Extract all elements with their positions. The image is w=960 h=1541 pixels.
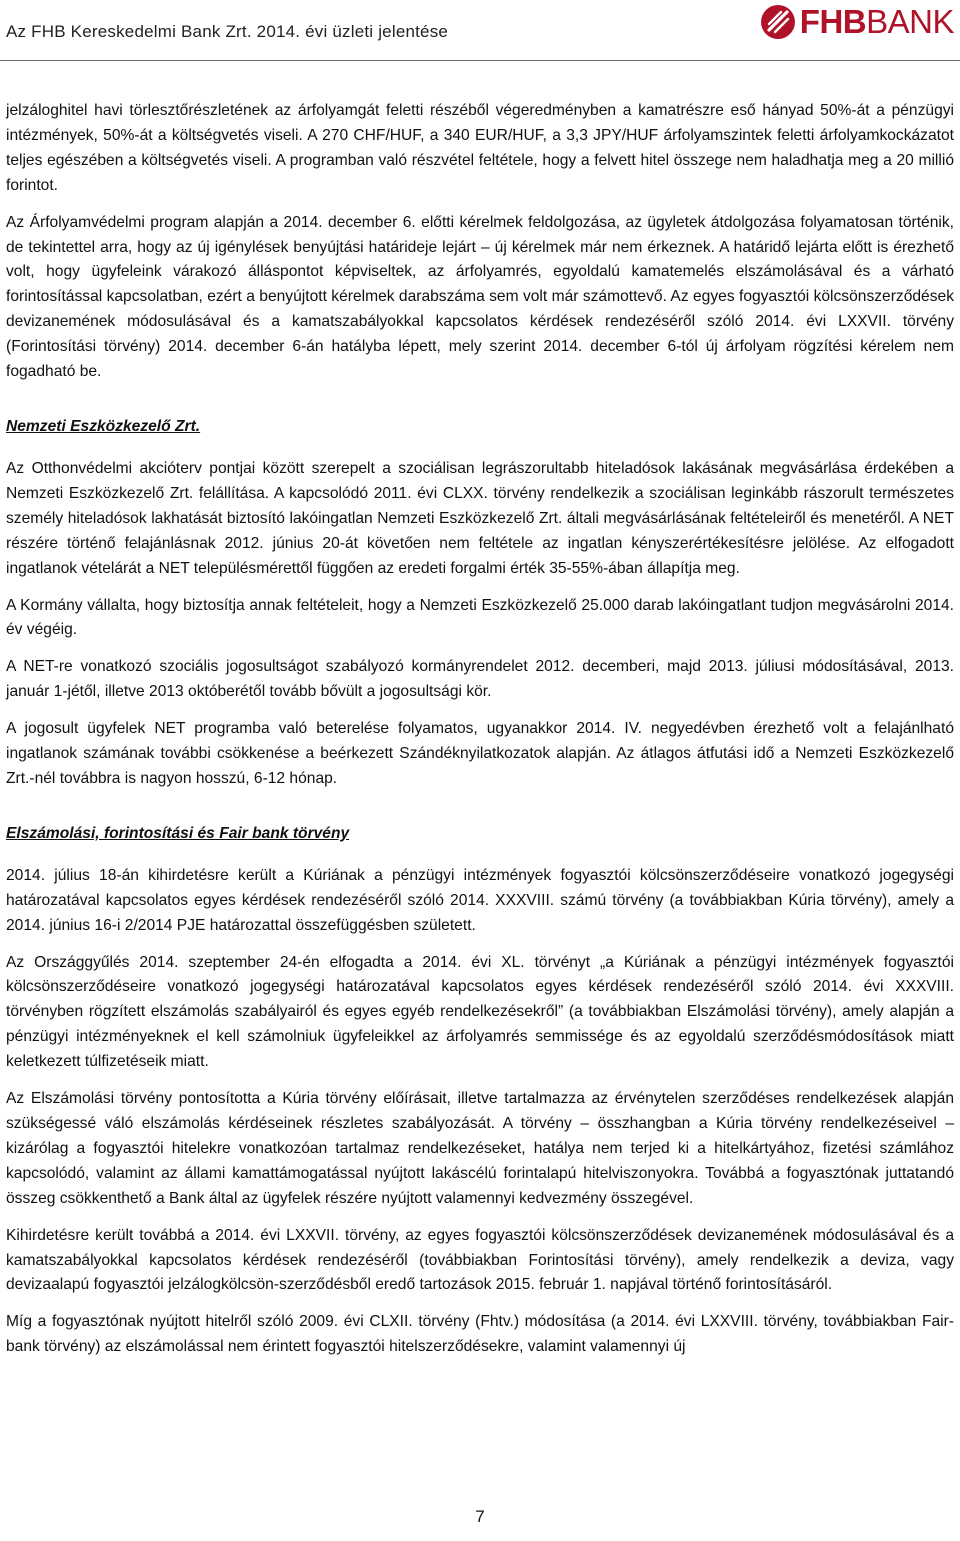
paragraph-kuria-torveny: 2014. július 18-án kihirdetésre került a Kúriának a pénzügyi intézmények fogyasztói kölcsönszerződéseire vonatkozó jogegységi határozatával kapcsolatos egyes kérdések rendezéséről szóló 2014. XXXVIII. számú törvény (a továbbiakban Kúria törvény), amely a 2014. június 16-i 2/2014 PJE határozattal összefüggésben született. [6,866,954,934]
report-title: Az FHB Kereskedelmi Bank Zrt. 2014. évi üzleti jelentése [6,22,449,41]
paragraph-jogosult-ugyfelek: A jogosult ügyfelek NET programba való beterelése folyamatos, ugyanakkor 2014. IV. negyedévben érezhető volt a felajánlható ingatlanok számának további csökkenése a beérkezett Szándéknyilatkozatok alapján. Az átlagos átfutási idő a Nemzeti Eszközkezelő Zrt.-nél továbbra is nagyon hosszú, 6-12 hónap. [6,720,954,787]
logo-wordmark-regular: BANK [866,3,954,40]
paragraph-arfolyamvedelmi-program: Az Árfolyamvédelmi program alapján a 2014. december 6. előtti kérelmek feldolgozása, az ügyletek átdolgozása folyamatosan történik, de tekintettel arra, hogy az új igénylések benyújtási határideje lejárt – új kérelmek már nem érkeznek. A határidő lejárta előtt is érezhető volt, hogy ügyfeleink várakozó álláspontot képviseltek, az árfolyamrés, egyoldalú kamatemelés elszámolásával és a várható forintosítással kapcsolatban, ezért a benyújtott kérelmek darabszáma sem volt már számottevő. Az egyes fogyasztói kölcsönszerződések devizanemének módosulásával és a kamatszabályokkal kapcsolatos kérdések rendezéséről szóló 2014. évi LXXVII. törvény (Forintosítási törvény) 2014. december 6-án hatályba lépett, mely szerint 2014. december 6-tól új árfolyam rögzítési kérelem nem fogadható be. [6,213,954,381]
paragraph-net-jogosultsag: A NET-re vonatkozó szociális jogosultságot szabályozó kormányrendelet 2012. decemberi, majd 2013. júliusi módosításával, 2013. január 1-jétől, illetve 2013 októberétől tovább bővült a jogosultsági kör. [6,658,954,701]
paragraph-fair-bank: Míg a fogyasztónak nyújtott hitelről szóló 2009. évi CLXII. törvény (Fhtv.) módosítása (a 2014. évi LXXVIII. törvény, továbbiakban Fair-bank törvény) az elszámolással nem érintett fogyasztói hitelszerződésekre, valamint valamennyi új [6,1313,954,1356]
page-header [0,0,960,62]
logo-wordmark-bold: FHB [799,3,867,40]
fhb-bank-logo [760,4,954,40]
header-divider [0,60,960,61]
document-body [6,99,954,1372]
paragraph-arfolyamgat: jelzáloghitel havi törlesztőrészletének az árfolyamgát feletti részéből végeredményben a kamatrészre eső hányad 50%-át a pénzügyi intézmények, 50%-át a költségvetés viseli. A 270 CHF/HUF, a 340 EUR/HUF, a 3,3 JPY/HUF árfolyamszintek feletti árfolyamkockázatot teljes egészében a költségvetés viseli. A programban való részvétel feltétele, hogy a felvett hitel összege nem haladhatja meg a 20 millió forintot. [6,102,954,194]
paragraph-kormany: A Kormány vállalta, hogy biztosítja annak feltételeit, hogy a Nemzeti Eszközkezelő 25.000 darab lakóingatlant tudjon megvásárolni 2014. év végéig. [6,596,954,639]
paragraph-elszamolasi-torveny: Az Elszámolási törvény pontosította a Kúria törvény előírásait, illetve tartalmazza az érvénytelen szerződéses rendelkezések alapján szükségessé váló elszámolás kérdéseinek részletes szabályozását. A törvény – összhangban a Kúria törvény rendelkezéseivel – kizárólag a fogyasztói hitelekre vonatkozóan tartalmaz rendelkezéseket, hatálya nem terjed ki a hitelkártyához, fizetési számlához kapcsolódó, valamint az állami kamattámogatással nyújtott lakáscélú forintalapú hitelviszonyokra. Továbbá a fogyasztónak juttatandó összeg csökkenthető a Bank által az ügyfelek részére nyújtott valamennyi kedvezmény összegével. [6,1090,954,1207]
section-heading-elszamolasi: Elszámolási, forintosítási és Fair bank törvény [6,824,350,842]
page-number: 7 [475,1507,485,1526]
paragraph-otthonvedelmi: Az Otthonvédelmi akcióterv pontjai között szerepelt a szociálisan legrászorultabb hiteladósok lakásának megvásárlása érdekében a Nemzeti Eszközkezelő Zrt. felállítása. A kapcsolódó 2011. évi CLXX. törvény rendelkezik a szociálisan leginkább rászorult természetes személy hiteladósok lakhatását biztosító lakóingatlan Nemzeti Eszközkezelő Zrt. általi megvásárlásának feltételeiről és menetéről. A NET részére történő felajánlásnak 2012. június 20-át követően nem feltétele az ingatlan kényszerértékesítésre jelölése. Az elfogadott ingatlanok vételárát a NET településmérettől függően az eredeti forgalmi érték 35-55%-ában állapítja meg. [6,459,954,577]
paragraph-orszaggyules: Az Országgyűlés 2014. szeptember 24-én elfogadta a 2014. évi XL. törvényt „a Kúriának a pénzügyi intézmények fogyasztói kölcsönszerződéseire vonatkozó jogegységi határozatával kapcsolatos egyes kérdések rendezéséről szóló 2014. évi XXXVIII. törvényben rögzített elszámolás szabályairól és egyes egyéb rendelkezésekről” (a továbbiakban Elszámolási törvény), amely alapján a pénzügyi intézményeknek el kell számolniuk ügyfeleikkel az árfolyamrés semmissége és az egyoldalú szerződésmódosítások miatt keletkezett túlfizetéseik miatt. [6,953,954,1071]
logo-wordmark [800,4,954,40]
fhb-logo-icon [760,4,796,40]
section-heading-net: Nemzeti Eszközkezelő Zrt. [6,417,201,435]
paragraph-forintositasi-torveny: Kihirdetésre került továbbá a 2014. évi LXXVII. törvény, az egyes fogyasztói kölcsönszerződések devizanemének módosulásával és a kamatszabályokkal kapcsolatos kérdések rendezéséről (továbbiakban Forintosítási törvény), amely rendelkezik a deviza, vagy devizaalapú fogyasztói jelzálogkölcsön-szerződésből eredő tartozások 2015. február 1. napjával történő forintosításáról. [6,1226,954,1294]
